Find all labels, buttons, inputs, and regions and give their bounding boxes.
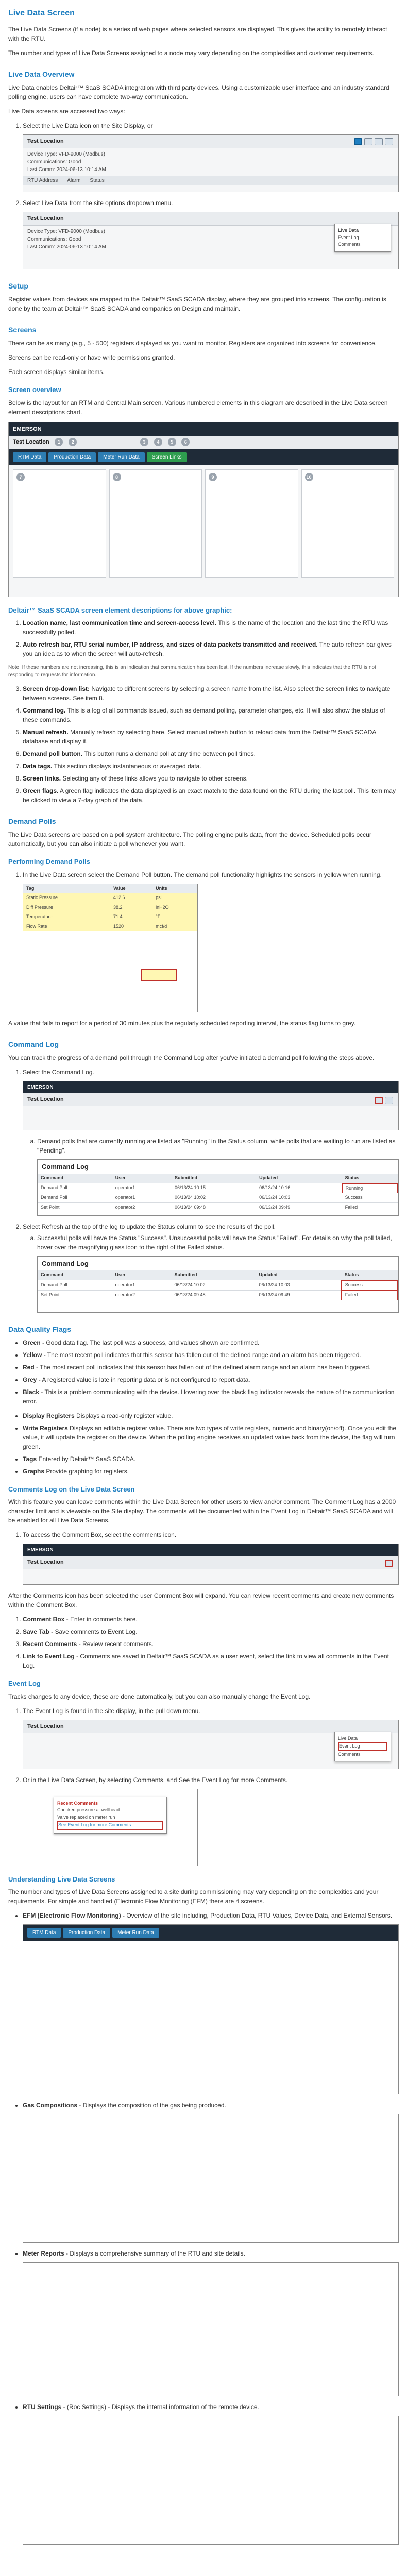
demand-step-1: 1. In the Live Data screen select the Demand Poll button. The demand poll functionality highlights the sensors in yellow when running. Tag Value Units Static Pressure 412.6 psi Diff Pressure 38.2 inH2O Temperature 71.4 °F Flow Rate 1520 mcf/d [23,870,399,1012]
badge-8: 8 [113,473,121,481]
site-display-screenshot-1 [23,134,399,192]
command-log-location: Test Location [27,1096,64,1103]
data-panel-4 [301,469,395,578]
settings-icon[interactable] [375,138,383,145]
tab-meter-run-data[interactable]: Meter Run Data [98,452,145,462]
site-col-1: RTU Address [27,177,58,183]
table-row: Demand Poll operator1 06/13/24 10:02 06/13/24 10:03 Success [38,1193,398,1203]
site-line-2: Communications: Good [27,159,81,165]
site-title: Test Location [27,138,64,144]
element-item-2: 2. Auto refresh bar, RTU serial number, IP address, and sizes of data packets transmitted and received. The auto refresh bar gives you an idea as to when the screen will auto-refresh. [23,640,399,658]
eventlog-step-2: 2. Or in the Live Data Screen, by selecting Comments, and See the Event Log for more Comments. Recent Comments Checked pressure at wellhead Valve replaced on meter run See Event Log for more Comments [23,1775,399,1866]
recent-comments-screenshot [23,1789,198,1866]
page-title: Live Data Screen [8,9,75,18]
intro-paragraph-2: The number and types of Live Data Screens assigned to a node may vary depending on the complexities and customer requirements. [8,49,374,57]
recent-comments-popup [54,1797,167,1834]
command-log-icon-screenshot [23,1081,399,1130]
screens-heading: Screens [8,326,37,334]
table-row: Diff Pressure 38.2 inH2O [23,903,197,912]
gas-composition-screenshot [23,2114,399,2243]
badge-2: 2 [69,438,77,446]
table-row: Set Point operator2 06/13/24 09:48 06/13/24 09:49 Failed [38,1202,398,1212]
badge-7: 7 [16,473,25,481]
comments-step-1: 1. To access the Comment Box, select the comments icon. EMERSON Test Location [23,1530,399,1585]
demand-poll-table [23,884,197,932]
comments-heading: Comments Log on the Live Data Screen [8,1485,135,1493]
tab-production-data[interactable]: Production Data [48,452,96,462]
refresh-icon[interactable] [385,1097,393,1104]
comments-icon[interactable] [385,1560,393,1567]
efm-tab-1[interactable]: RTM Data [27,1928,61,1938]
eventlog-site-title: Test Location [27,1723,64,1730]
understanding-paragraph: The number and types of Live Data Screens assigned to a site during commissioning may vary depending on the complexities and your requirements. For simple and handled (Electronic Flow Monitoring (EFM) there are 4 screens. [8,1888,379,1905]
emerson-brand-2: EMERSON [23,1081,398,1093]
elements-heading: Deltair™ SaaS SCADA screen element descriptions for above graphic: [8,606,232,614]
table-row: Demand Poll operator1 06/13/24 10:15 06/13/24 10:16 Running [38,1183,398,1193]
demand-paragraph: The Live Data screens are based on a poll system architecture. The polling engine pulls data, from the device. Scheduled polls occur automatically, but you can also initiate a poll whenever you want. [8,831,371,848]
flags-heading: Data Quality Flags [8,1325,72,1333]
efm-data-area [23,1941,398,2080]
menu-item-event-log[interactable]: Event Log [338,234,359,240]
rtu-settings-screenshot [23,2416,399,2545]
live-data-icon[interactable] [354,138,362,145]
demand-heading: Demand Polls [8,817,56,825]
setup-paragraph: Register values from devices are mapped to the Deltair™ SaaS SCADA display, where they are grouped into screens. The configuration is done by the team at Deltair™ SaaS SCADA and companies on Design and maintain. [8,296,386,312]
setup-heading: Setup [8,282,28,290]
recent-comment-2: Valve replaced on meter run [57,1814,115,1820]
command-log-substep-a: a. Demand polls that are currently running are listed as "Running" in the Status column, while polls that are waiting to run are listed as "Pending". Command Log Command User Submitted Updated Status Demand Poll operator1 06/13/24 10:15 06/13/24 10:16 Running Demand Poll operator1 06/13/24 10:02 06/13/24 10:03 Success Set Point operator2 06/13/24 09:48 06/13/24 09:49 Failed [37,1137,399,1216]
overview-heading: Live Data Overview [8,70,75,78]
badge-9: 9 [209,473,217,481]
command-log-step-2: 2. Select Refresh at the top of the log to update the Status column to see the results of the poll. a. Successful polls will have the Status "Success". Unsuccessful polls will have the Status "Failed". For details on why the poll failed, hover over the magnifying glass icon to the right of the Failed status. Command Log Command User Submitted Updated Status Demand Poll operator1 06/13/24 10:02 06/13/24 10:03 Success Set Point operator2 06/13/24 09:48 06/13/24 09:49 Failed [23,1222,399,1313]
eventlog-menu-live-data[interactable]: Live Data [338,1735,358,1741]
graph-icon[interactable] [364,138,372,145]
demand-steps [8,870,399,1012]
demand-subheading: Performing Demand Polls [8,858,90,866]
menu-item-live-data[interactable]: Live Data [338,228,359,233]
element-item-1: 1. Location name, last communication time and screen-access level. This is the name of the location and the last time the RTU was successfully polled. [23,618,399,637]
flags-list: • Green - Good data flag. The last poll was a success, and values shown are confirmed. • Yellow - The most recent poll indicates that this sensor has fallen out of the defined range and an alarm has been triggered. • Red - The most recent poll indicates that this sensor has fallen out of the defined alarm range and an alarm has been triggered. • Grey - A registered value is late in reporting data or is not configured to report data. • Black - This is a problem communicating with the device. Hovering over the black flag indicator reveals the nature of the communication error. [8,1338,399,1406]
badge-6: 6 [181,438,190,446]
screens-paragraph-2: Screens can be read-only or have write permissions granted. [8,354,175,361]
tab-screen-links[interactable]: Screen Links [147,452,187,462]
eventlog-dropdown [334,1732,391,1762]
demand-poll-screenshot [23,884,198,1012]
data-panel-1 [13,469,106,578]
element-item-5: 5. Manual refresh. Manually refresh by selecting here. Select manual refresh button to reload data from the Deltair™ SaaS SCADA database and display it. [23,727,399,746]
eventlog-menu-comments[interactable]: Comments [338,1751,361,1757]
command-log-substep-b: a. Successful polls will have the Status "Success". Unsuccessful polls will have the Status "Failed". For details on why the poll failed, hover over the magnifying glass icon to the right of the Failed status. Command Log Command User Submitted Updated Status Demand Poll operator1 06/13/24 10:02 06/13/24 10:03 Success Set Point operator2 06/13/24 09:48 06/13/24 09:49 Failed [37,1233,399,1313]
element-item-6: 6. Demand poll button. This button runs a demand poll at any time between poll times. [23,749,399,758]
diagram-tabs [9,449,398,465]
site2-line-2: Communications: Good [27,236,81,242]
see-event-log-link[interactable]: See Event Log for more Comments [57,1821,163,1830]
demand-after: A value that fails to report for a period of 30 minutes plus the regularly scheduled reporting interval, the status flag turns to grey. [8,1019,356,1027]
command-log-heading: Command Log [8,1040,59,1048]
eventlog-heading: Event Log [8,1680,41,1687]
table-header-row: Tag Value Units [23,884,197,893]
table-row: Flow Rate 1520 mcf/d [23,922,197,931]
eventlog-menu-screenshot [23,1720,399,1769]
elements-list-2 [8,684,399,805]
overview-step-2 [23,198,399,269]
eventlog-paragraph: Tracks changes to any device, these are done automatically, but you can also manually change the Event Log. [8,1692,311,1700]
recent-comments-title: Recent Comments [57,1800,98,1806]
command-log-title: Command Log [42,1162,89,1171]
live-data-screen-diagram [8,422,399,597]
command-log-substeps [23,1137,399,1216]
table-row: Set Point operator2 06/13/24 09:48 06/13/24 09:49 Failed [38,1290,398,1300]
efm-tab-3[interactable]: Meter Run Data [112,1928,159,1938]
info-icon[interactable] [385,138,393,145]
site-col-2: Alarm [67,177,81,183]
intro-paragraph-1: The Live Data Screens (if a node) is a series of web pages where selected sensors are displayed. This gives the ability to remotely interact with the RTU. [8,26,387,42]
command-log-title-2: Command Log [42,1259,89,1267]
overview-step-2-text: Select Live Data from the site options dropdown menu. [23,199,173,207]
command-log-screenshot-2: Command Log Command User Submitted Updated Status Demand Poll operator1 06/13/24 10:02 06/13/24 10:03 Success Set Point operator2 06/13/24 09:48 06/13/24 09:49 Failed [37,1256,399,1313]
overview-steps [8,121,399,269]
comments-location: Test Location [27,1559,64,1565]
comments-paragraph: With this feature you can leave comments within the Live Data Screen for other users to view and/or comment. The Comment Log has a 2000 character limit and is viewable on the Site display. The comments will be documented within the Event Log in Deltair™ SaaS SCADA and will be enabled for all Live Data Screens. [8,1498,396,1524]
site-line-3: Last Comm: 2024-06-13 10:14 AM [27,166,106,173]
table-row: Temperature 71.4 °F [23,912,197,922]
efm-screenshot [23,1924,399,2094]
badge-1: 1 [55,438,63,446]
tab-rtm-data[interactable]: RTM Data [13,452,46,462]
efm-tab-2[interactable]: Production Data [63,1928,110,1938]
site-line-1: Device Type: VFD-9000 (Modbus) [27,151,105,157]
registers-list: • Display Registers Displays a read-only register value. • Write Registers Displays an editable register value. There are two types of write registers, numeric and binary(on/off). Once you edit the value, it will update the register on the device. When the polling engine receives an updated value back from the device, the flag will turn green. • Tags Entered by Deltair™ SaaS SCADA. • Graphs Provide graphing for registers. [8,1411,399,1476]
emerson-brand: EMERSON [9,422,398,436]
overview-paragraph-2: Live Data screens are accessed two ways: [8,108,125,115]
element-item-3: 3. Screen drop-down list: Navigate to different screens by selecting a screen name from the list. Also select the screen links to navigate between screens. See item 8. [23,684,399,703]
comments-items: 1. Comment Box - Enter in comments here. 2. Save Tab - Save comments to Event Log. 3. Recent Comments - Review recent comments. 4. Link to Event Log - Comments are saved in Deltair™ SaaS SCADA as a user event, select the link to view all comments in the Event Log. [8,1615,399,1670]
badge-4: 4 [154,438,162,446]
elements-note: Note: If these numbers are not increasing, this is an indication that communication has been lost. If the numbers increase slowly, this indicates that the RTU is not responding to requests for information. [8,665,376,678]
command-log-screenshot-1 [37,1159,399,1216]
site-options-dropdown [334,224,391,252]
badge-5: 5 [168,438,176,446]
eventlog-menu-event-log[interactable]: Event Log [338,1742,387,1751]
screen-overview-heading: Screen overview [8,386,61,394]
command-log-icon[interactable] [375,1097,383,1104]
command-log-steps [8,1067,399,1313]
overview-step-1-text: Select the Live Data icon on the Site Display, or [23,122,153,129]
screens-paragraph-3: Each screen displays similar items. [8,368,105,376]
table-row: Demand Poll operator1 06/13/24 10:02 06/13/24 10:03 Success [38,1280,398,1291]
site2-line-1: Device Type: VFD-9000 (Modbus) [27,228,105,234]
screen-overview-paragraph: Below is the layout for an RTM and Central Main screen. Various numbered elements in this diagram are described in the Live Data screen element descriptions chart. [8,399,388,416]
data-panel-3 [205,469,298,578]
site-title-2: Test Location [27,215,64,222]
diagram-location-title: Test Location [13,439,49,445]
command-log-paragraph: You can track the progress of a demand poll through the Command Log after you've initiated a demand poll following the steps above. [8,1054,375,1061]
element-item-7: 7. Data tags. This section displays instantaneous or averaged data. [23,761,399,771]
recent-comment-1: Checked pressure at wellhead [57,1807,120,1812]
overview-step-1 [23,121,399,192]
comments-icon-screenshot [23,1544,399,1585]
eventlog-step-1: 1. The Event Log is found in the site display, in the pull down menu. Test Location Live Data Event Log Comments [23,1706,399,1769]
understanding-heading: Understanding Live Data Screens [8,1875,115,1883]
command-log-step-1: 1. Select the Command Log. EMERSON Test Location a. Demand polls that are currently running are listed as "Running" in the Status column, while polls that are waiting to run are listed as "Pending". Command Log Command User Submitted Updated Status Demand Poll operator1 06/13/24 10:15 06/13/24 10:16 Running Demand Poll operator1 06/13/24 10:02 06/13/24 10:03 Success Set Point operator2 06/13/24 09:48 06/13/24 09:49 Failed [23,1067,399,1216]
badge-3: 3 [140,438,148,446]
command-log-table: Command User Submitted Updated Status Demand Poll operator1 06/13/24 10:15 06/13/24 10:16 Running Demand Poll operator1 06/13/24 10:02 06/13/24 10:03 Success Set Point operator2 06/13/24 09:48 06/13/24 09:49 Failed [38,1174,398,1212]
site-icons [354,138,393,145]
menu-item-comments[interactable]: Comments [338,242,361,247]
demand-poll-highlight[interactable] [141,969,177,981]
site2-line-3: Last Comm: 2024-06-13 10:14 AM [27,244,106,250]
badge-10: 10 [305,473,313,481]
elements-list [8,618,399,658]
emerson-brand-3: EMERSON [23,1544,398,1556]
overview-paragraph-1: Live Data enables Deltair™ SaaS SCADA integration with third party devices. Using a customizable user interface and an industry standard polling engine, users can have complete two-way communication. [8,84,389,100]
data-panel-2 [109,469,202,578]
site-display-screenshot-2 [23,212,399,269]
element-item-9: 9. Green flags. A green flag indicates the data displayed is an exact match to the data found on the RTU during the last poll. This item may be clicked to view a 7-day graph of the data. [23,786,399,805]
comments-after: After the Comments icon has been selected the user Comment Box will expand. You can review recent comments and create new comments within the Comment Box. [8,1592,394,1608]
screens-paragraph-1: There can be as many (e.g., 5 - 500) registers displayed as you want to monitor. Registers are organized into screens for convenience. [8,340,377,347]
element-item-4: 4. Command log. This is a log of all commands issued, such as demand polling, parameter changes, etc. It will also show the status of these commands. [23,706,399,724]
understanding-list: • EFM (Electronic Flow Monitoring) - Overview of the site including, Production Data, RTU Values, Device Data, and External Sensors. RTM Data Production Data Meter Run Data • Gas Compositions - Displays the composition of the gas being produced. • Meter Reports - Displays a comprehensive summary of the RTU and site details. • RTU Settings - (Roc Settings) - Displays the internal information of the remote device. [8,1911,399,2545]
meter-reports-screenshot [23,2262,399,2396]
element-item-8: 8. Screen links. Selecting any of these links allows you to navigate to other screens. [23,774,399,783]
table-row: Static Pressure 412.6 psi [23,893,197,903]
site-col-3: Status [90,177,105,183]
